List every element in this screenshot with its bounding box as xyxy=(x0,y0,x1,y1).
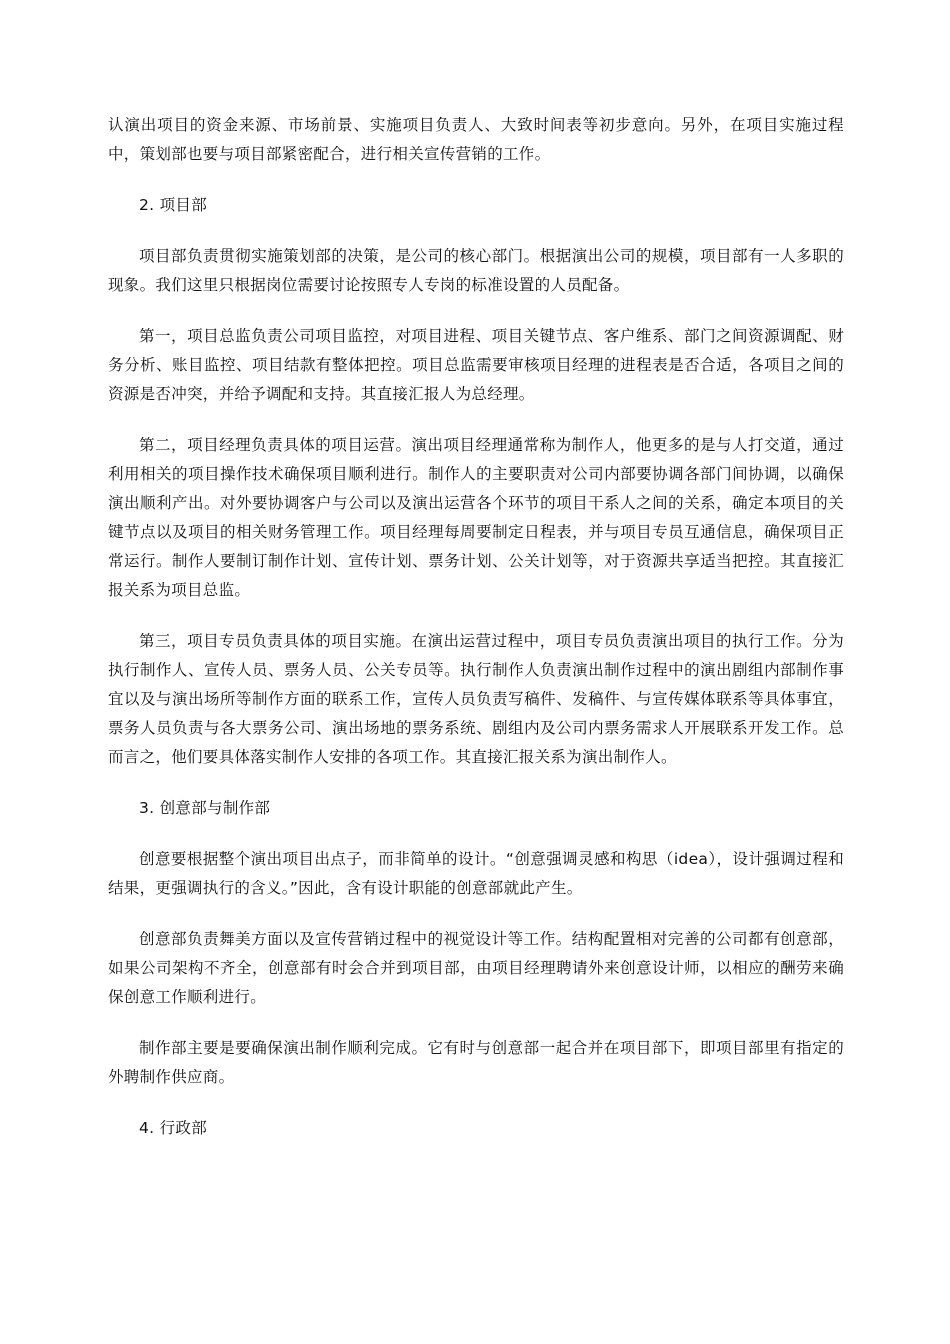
paragraph-creative-dept: 创意部负责舞美方面以及宣传营销过程中的视觉设计等工作。结构配置相对完善的公司都有创意部，如果公司架构不齐全，创意部有时会合并到项目部，由项目经理聘请外来创意设计师，以相应的酬劳来确保创意工作顺利进行。 xyxy=(108,930,844,1006)
document-page xyxy=(108,111,844,1165)
paragraph-project-dept-intro: 项目部负责贯彻实施策划部的决策，是公司的核心部门。根据演出公司的规模，项目部有一人多职的现象。我们这里只根据岗位需要讨论按照专人专岗的标准设置的人员配备。 xyxy=(108,247,844,294)
paragraph-production-dept: 制作部主要是要确保演出制作顺利完成。它有时与创意部一起合并在项目部下，即项目部里有指定的外聘制作供应商。 xyxy=(108,1039,844,1086)
section-heading-admin-dept: 4. 行政部 xyxy=(139,1119,208,1137)
section-heading-project-dept: 2. 项目部 xyxy=(139,196,208,214)
paragraph-project-director: 第一，项目总监负责公司项目监控，对项目进程、项目关键节点、客户维系、部门之间资源调配、财务分析、账目监控、项目结款有整体把控。项目总监需要审核项目经理的进程表是否合适，各项目之间的资源是否冲突，并给予调配和支持。其直接汇报人为总经理。 xyxy=(108,327,844,403)
paragraph-continuation: 认演出项目的资金来源、市场前景、实施项目负责人、大致时间表等初步意向。另外，在项目实施过程中，策划部也要与项目部紧密配合，进行相关宣传营销的工作。 xyxy=(108,116,844,163)
section-heading-creative-production: 3. 创意部与制作部 xyxy=(139,799,271,817)
paragraph-project-manager: 第二，项目经理负责具体的项目运营。演出项目经理通常称为制作人，他更多的是与人打交道，通过利用相关的项目操作技术确保项目顺利进行。制作人的主要职责对公司内部要协调各部门间协调，以确保演出顺利产出。对外要协调客户与公司以及演出运营各个环节的项目干系人之间的关系，确定本项目的关键节点以及项目的相关财务管理工作。项目经理每周要制定日程表，并与项目专员互通信息，确保项目正常运行。制作人要制订制作计划、宣传计划、票务计划、公关计划等，对于资源共享适当把控。其直接汇报关系为项目总监。 xyxy=(108,436,844,599)
paragraph-project-specialist: 第三，项目专员负责具体的项目实施。在演出运营过程中，项目专员负责演出项目的执行工作。分为执行制作人、宣传人员、票务人员、公关专员等。执行制作人负责演出制作过程中的演出剧组内部制作事宜以及与演出场所等制作方面的联系工作，宣传人员负责写稿件、发稿件、与宣传媒体联系等具体事宜，票务人员负责与各大票务公司、演出场地的票务系统、剧组内及公司内票务需求人开展联系开发工作。总而言之，他们要具体落实制作人安排的各项工作。其直接汇报关系为演出制作人。 xyxy=(108,632,844,766)
paragraph-creative-intro: 创意要根据整个演出项目出点子，而非简单的设计。“创意强调灵感和构思（idea），设计强调过程和结果，更强调执行的含义。”因此，含有设计职能的创意部就此产生。 xyxy=(108,850,844,897)
